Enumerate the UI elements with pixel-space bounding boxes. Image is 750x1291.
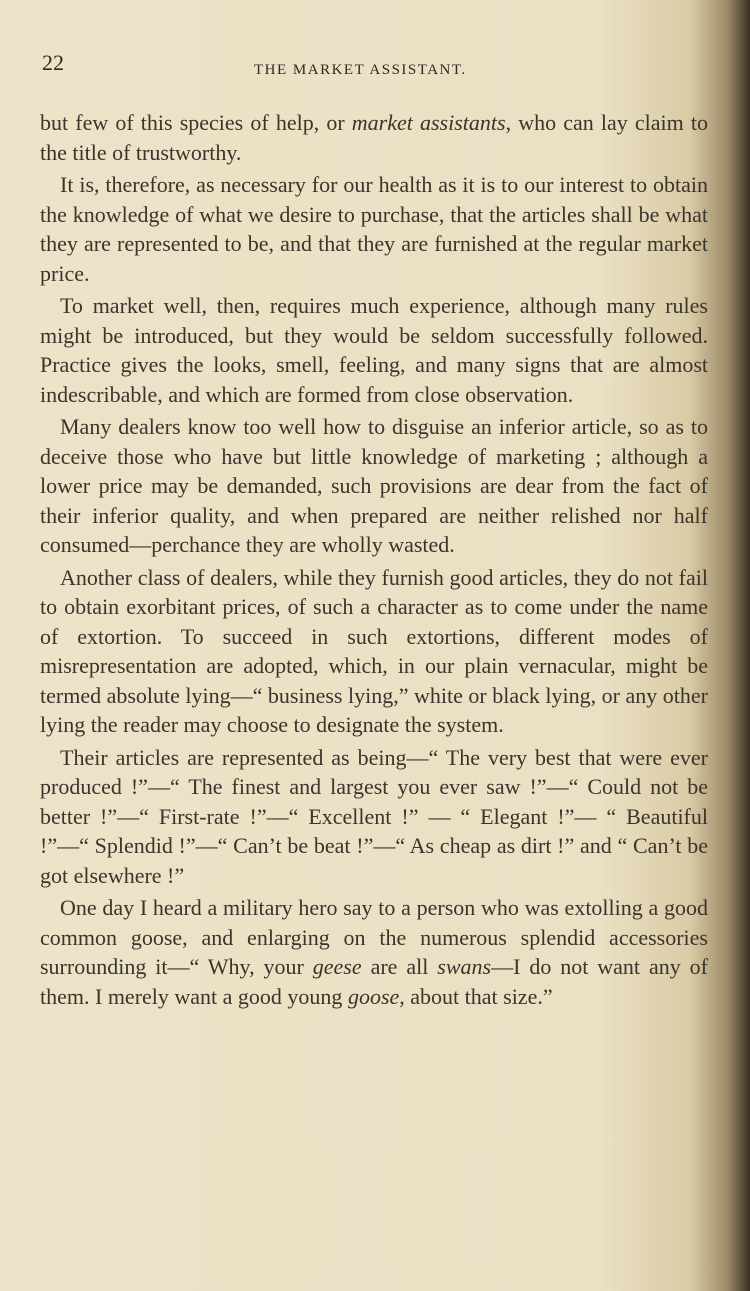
paragraph <box>40 108 708 167</box>
running-title: THE MARKET ASSISTANT. <box>254 62 467 78</box>
text-run: —I do not want any of them. I merely want a good young <box>40 954 708 1009</box>
italic-text: market assistants <box>351 110 506 135</box>
page-header <box>42 50 710 82</box>
paragraph <box>40 893 708 1011</box>
text-run: One day I heard a military hero say to a person who was extolling a good common goose, and enlarging on the numerous splendid accessories surrounding it—“ Why, your <box>40 895 708 979</box>
paragraph <box>40 170 708 288</box>
italic-text: geese <box>312 954 362 979</box>
text-run: , who can lay claim to the title of trustworthy. <box>40 110 708 165</box>
text-run: It is, therefore, as necessary for our health as it is to our interest to obtain the knowledge of what we desire to purchase, that the articles shall be what they are represented to be, and that they are furnished at the regular market price. <box>40 172 708 286</box>
text-run: To market well, then, requires much experience, although many rules might be introduced, but they would be seldom successfully followed. Practice gives the looks, smell, feeling, and many signs that are almost indescribable, and which are formed from close observation. <box>40 293 708 407</box>
paragraph <box>40 291 708 409</box>
text-run: are all <box>361 954 438 979</box>
text-run: Another class of dealers, while they furnish good articles, they do not fail to obtain exorbitant prices, of such a character as to come under the name of extortion. To succeed in such extortions, different modes of misrepresentation are adopted, which, in our plain vernacular, might be termed absolute lying—“ business lying,” white or black lying, or any other lying the reader may choose to designate the system. <box>40 564 708 737</box>
paragraph <box>40 743 708 891</box>
italic-text: swans <box>437 954 492 979</box>
body-text <box>40 108 708 1014</box>
paragraph <box>40 563 708 740</box>
text-run: Their articles are represented as being—“ The very best that were ever produced !”—“ The finest and largest you ever saw !”—“ Could not be better !”—“ First-rate !”—“ Excellent !” — “ Elegant !”— “ Beautiful !”—“ Splendid !”—“ Can’t be beat !”—“ As cheap as dirt !” and “ Can’t be got elsewhere !” <box>40 744 708 888</box>
text-run: Many dealers know too well how to disguise an inferior article, so as to deceive those who have but little knowledge of marketing ; although a lower price may be demanded, such provisions are dear from the fact of their inferior quality, and when prepared are neither relished nor half consumed—perchance they are wholly wasted. <box>40 414 708 557</box>
text-run: but few of this species of help, or <box>40 110 352 135</box>
text-run: , about that size.” <box>399 983 553 1009</box>
page-number: 22 <box>42 50 64 75</box>
italic-text: goose <box>347 983 400 1009</box>
paragraph <box>40 412 708 560</box>
